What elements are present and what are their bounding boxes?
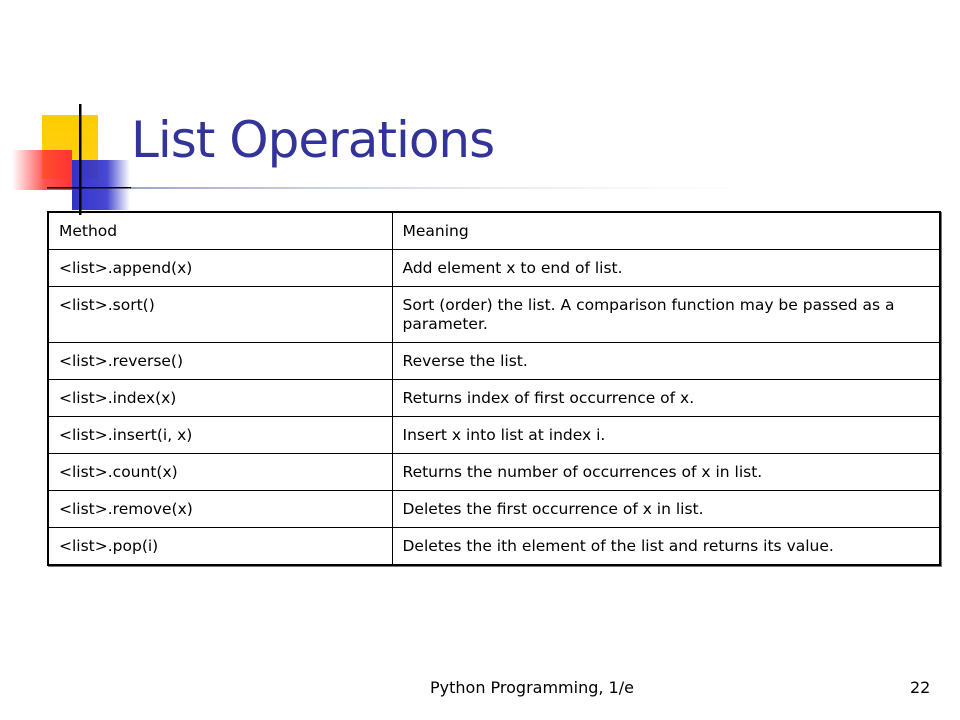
table-row — [48, 250, 940, 287]
method-cell: <list>.remove(x) — [48, 491, 392, 528]
table-row — [48, 491, 940, 528]
page-number: 22 — [910, 678, 931, 697]
meaning-cell: Returns index of first occurrence of x. — [392, 380, 940, 417]
meaning-cell: Returns the number of occurrences of x in list. — [392, 454, 940, 491]
table-row — [48, 380, 940, 417]
list-operations-table — [47, 211, 941, 566]
deco-vertical-line — [79, 104, 82, 215]
method-cell: <list>.sort() — [48, 287, 392, 343]
footer-title: Python Programming, 1/e — [430, 678, 634, 697]
method-cell: <list>.pop(i) — [48, 528, 392, 566]
meaning-cell: Reverse the list. — [392, 343, 940, 380]
title-underline-rule — [131, 187, 841, 189]
table-row — [48, 343, 940, 380]
column-header-meaning: Meaning — [392, 212, 940, 250]
table-header-row — [48, 212, 940, 250]
table-row — [48, 417, 940, 454]
method-cell: <list>.count(x) — [48, 454, 392, 491]
method-cell: <list>.insert(i, x) — [48, 417, 392, 454]
deco-black-rule — [47, 187, 131, 189]
page-title: List Operations — [131, 111, 495, 169]
meaning-cell: Deletes the first occurrence of x in list. — [392, 491, 940, 528]
table-row — [48, 454, 940, 491]
table-row — [48, 528, 940, 566]
meaning-cell: Deletes the ith element of the list and returns its value. — [392, 528, 940, 566]
table-row — [48, 287, 940, 343]
meaning-cell: Add element x to end of list. — [392, 250, 940, 287]
meaning-cell: Sort (order) the list. A comparison function may be passed as a parameter. — [392, 287, 940, 343]
method-cell: <list>.index(x) — [48, 380, 392, 417]
column-header-method: Method — [48, 212, 392, 250]
meaning-cell: Insert x into list at index i. — [392, 417, 940, 454]
method-cell: <list>.reverse() — [48, 343, 392, 380]
deco-red-square — [12, 150, 72, 190]
method-cell: <list>.append(x) — [48, 250, 392, 287]
